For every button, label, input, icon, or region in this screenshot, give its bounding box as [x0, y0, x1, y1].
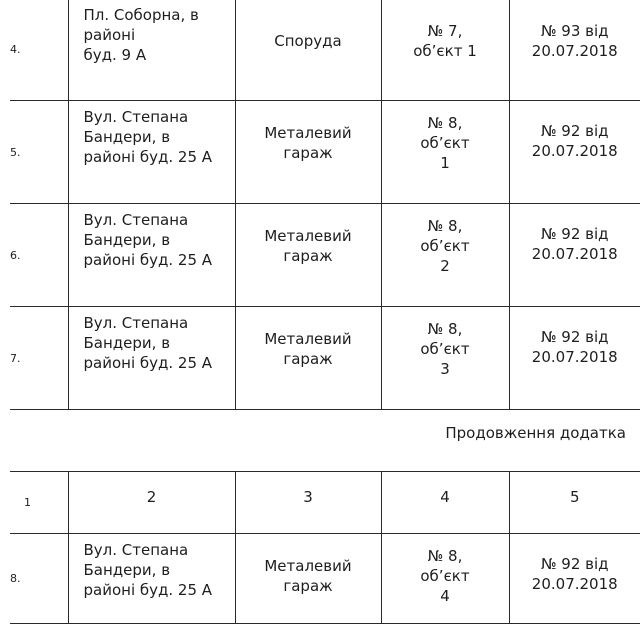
column-number: 2 [68, 472, 235, 534]
decision-line: 20.07.2018 [510, 244, 640, 264]
address-line: районі буд. 25 А [84, 250, 229, 270]
decision-cell [509, 534, 640, 624]
address-cell [68, 307, 235, 410]
address-cell [68, 534, 235, 624]
object-ref-line: об’єкт 1 [405, 41, 485, 61]
object-type-cell [235, 0, 381, 101]
address-line: Вул. Степана [84, 313, 229, 333]
row-number [10, 204, 68, 307]
appendix-table-top [10, 0, 640, 410]
address-line: Вул. Степана [84, 107, 229, 127]
decision-line: № 92 від [510, 554, 640, 574]
column-number: 4 [381, 472, 509, 534]
decision-cell [509, 204, 640, 307]
table-row [10, 307, 640, 410]
object-type-cell [235, 204, 381, 307]
object-type-line: Споруда [236, 31, 381, 51]
object-ref-line: № 8, [405, 546, 485, 566]
row-number [10, 0, 68, 101]
object-type-cell [235, 307, 381, 410]
object-type-cell [235, 534, 381, 624]
decision-line: 20.07.2018 [510, 347, 640, 367]
row-number-text: 6. [10, 249, 21, 262]
object-ref-line: 2 [405, 256, 485, 276]
row-number [10, 307, 68, 410]
address-line: Бандери, в [84, 127, 229, 147]
object-ref-line: 1 [405, 153, 485, 173]
object-ref-cell [381, 307, 509, 410]
decision-line: 20.07.2018 [510, 41, 640, 61]
decision-line: 20.07.2018 [510, 574, 640, 594]
object-ref-line: об’єкт [405, 133, 485, 153]
row-number-text: 7. [10, 352, 21, 365]
object-ref-line: об’єкт [405, 566, 485, 586]
object-type-line: Металевий [236, 226, 381, 246]
object-ref-cell [381, 204, 509, 307]
object-ref-cell [381, 534, 509, 624]
address-line: Пл. Соборна, в [84, 5, 229, 25]
object-ref-cell [381, 0, 509, 101]
decision-line: № 92 від [510, 121, 640, 141]
column-number: 1 [10, 472, 68, 534]
address-line: районі буд. 25 А [84, 580, 229, 600]
table-row [10, 101, 640, 204]
object-ref-line: 4 [405, 586, 485, 606]
object-ref-line: 3 [405, 359, 485, 379]
address-line: районі буд. 25 А [84, 147, 229, 167]
table-row [10, 534, 640, 624]
address-line: Вул. Степана [84, 540, 229, 560]
appendix-table-continued [10, 471, 640, 624]
column-number: 3 [235, 472, 381, 534]
decision-line: № 92 від [510, 327, 640, 347]
object-type-line: Металевий [236, 123, 381, 143]
row-number-text: 5. [10, 146, 21, 159]
decision-cell [509, 307, 640, 410]
column-number: 5 [509, 472, 640, 534]
object-ref-line: № 8, [405, 216, 485, 236]
table-row [10, 204, 640, 307]
object-type-line: гараж [236, 576, 381, 596]
object-ref-line: № 8, [405, 113, 485, 133]
address-line: Бандери, в [84, 230, 229, 250]
decision-line: № 93 від [510, 21, 640, 41]
object-ref-line: № 7, [405, 21, 485, 41]
table-row [10, 0, 640, 101]
row-number [10, 534, 68, 624]
object-ref-line: № 8, [405, 319, 485, 339]
column-number-row [10, 472, 640, 534]
object-type-line: гараж [236, 246, 381, 266]
object-ref-cell [381, 101, 509, 204]
object-type-line: Металевий [236, 556, 381, 576]
decision-line: 20.07.2018 [510, 141, 640, 161]
address-cell [68, 101, 235, 204]
object-ref-line: об’єкт [405, 236, 485, 256]
address-line: районі буд. 25 А [84, 353, 229, 373]
address-line: районі [84, 25, 229, 45]
address-cell [68, 0, 235, 101]
address-line: Вул. Степана [84, 210, 229, 230]
address-line: Бандери, в [84, 333, 229, 353]
object-type-line: гараж [236, 143, 381, 163]
object-ref-line: об’єкт [405, 339, 485, 359]
object-type-line: Металевий [236, 329, 381, 349]
address-cell [68, 204, 235, 307]
address-line: буд. 9 А [84, 45, 229, 65]
object-type-cell [235, 101, 381, 204]
continuation-label: Продовження додатка [445, 424, 626, 442]
decision-cell [509, 101, 640, 204]
row-number [10, 101, 68, 204]
object-type-line: гараж [236, 349, 381, 369]
address-line: Бандери, в [84, 560, 229, 580]
decision-line: № 92 від [510, 224, 640, 244]
row-number-text: 8. [10, 572, 21, 585]
row-number-text: 4. [10, 43, 21, 56]
decision-cell [509, 0, 640, 101]
